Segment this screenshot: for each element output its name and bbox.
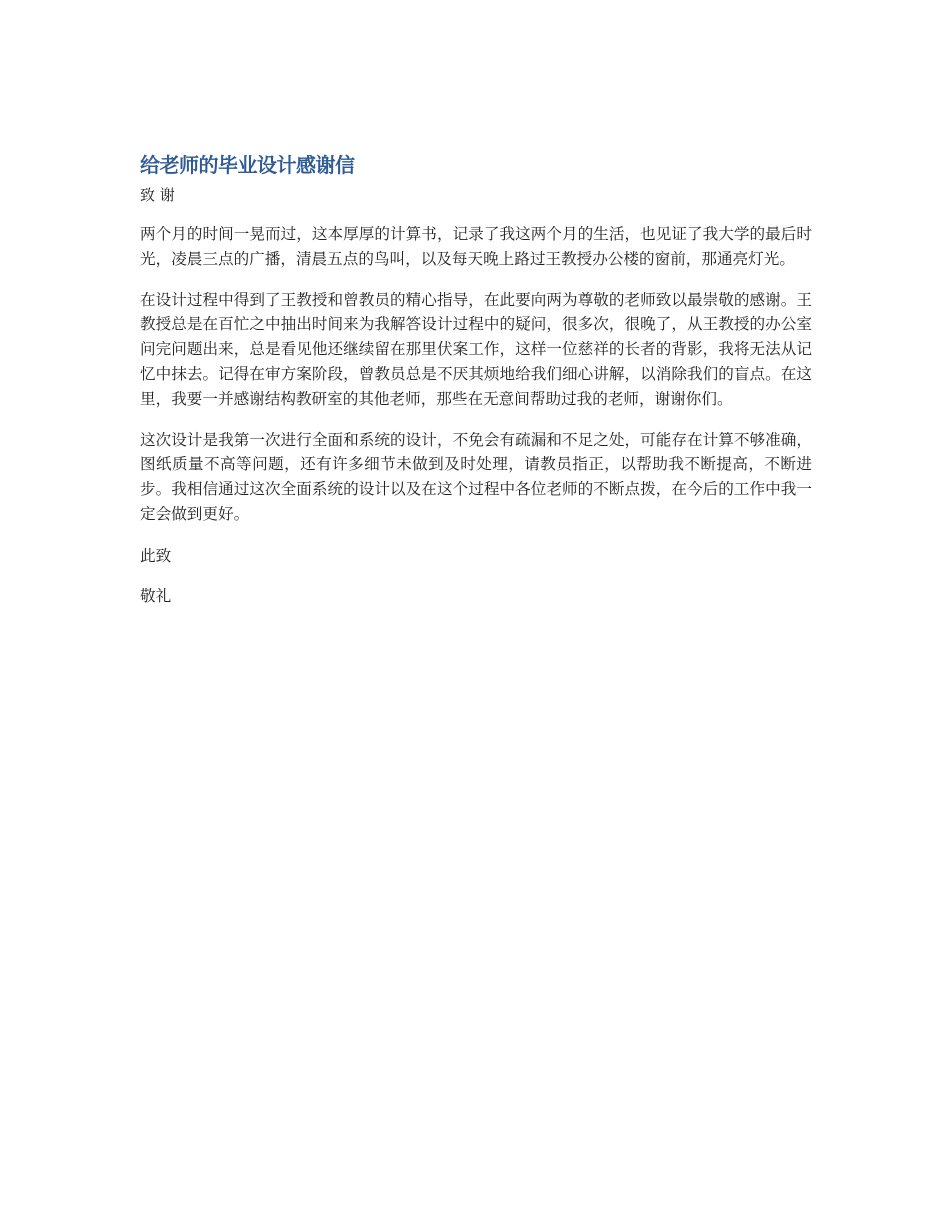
letter-heading: 致 谢 <box>140 186 175 204</box>
closing-salutation: 此致 <box>140 546 172 565</box>
paragraph-3: 这次设计是我第一次进行全面和系统的设计，不免会有疏漏和不足之处，可能存在计算不够准确，图纸质量不高等问题，还有许多细节未做到及时处理，请教员指正，以帮助我不断提高，不断进步。我相信通过这次全面系统的设计以及在这个过程中各位老师的不断点拨，在今后的工作中我一定会做到更好。 <box>140 430 812 523</box>
paragraph-1: 两个月的时间一晃而过，这本厚厚的计算书，记录了我这两个月的生活，也见证了我大学的最后时光，凌晨三点的广播，清晨五点的鸟叫，以及每天晚上路过王教授办公楼的窗前，那通亮灯光。 <box>140 225 812 268</box>
paragraph-2: 在设计过程中得到了王教授和曾教员的精心指导，在此要向两为尊敬的老师致以最崇敬的感谢。王教授总是在百忙之中抽出时间来为我解答设计过程中的疑问，很多次，很晚了，从王教授的办公室问完问题出来，总是看见他还继续留在那里伏案工作，这样一位慈祥的长者的背影，我将无法从记忆中抹去。记得在审方案阶段，曾教员总是不厌其烦地给我们细心讲解，以消除我们的盲点。在这里，我要一并感谢结构教研室的其他老师，那些在无意间帮助过我的老师，谢谢你们。 <box>140 290 812 408</box>
closing-regards: 敬礼 <box>140 586 172 605</box>
document-title: 给老师的毕业设计感谢信 <box>140 153 355 177</box>
document-page <box>140 150 812 609</box>
